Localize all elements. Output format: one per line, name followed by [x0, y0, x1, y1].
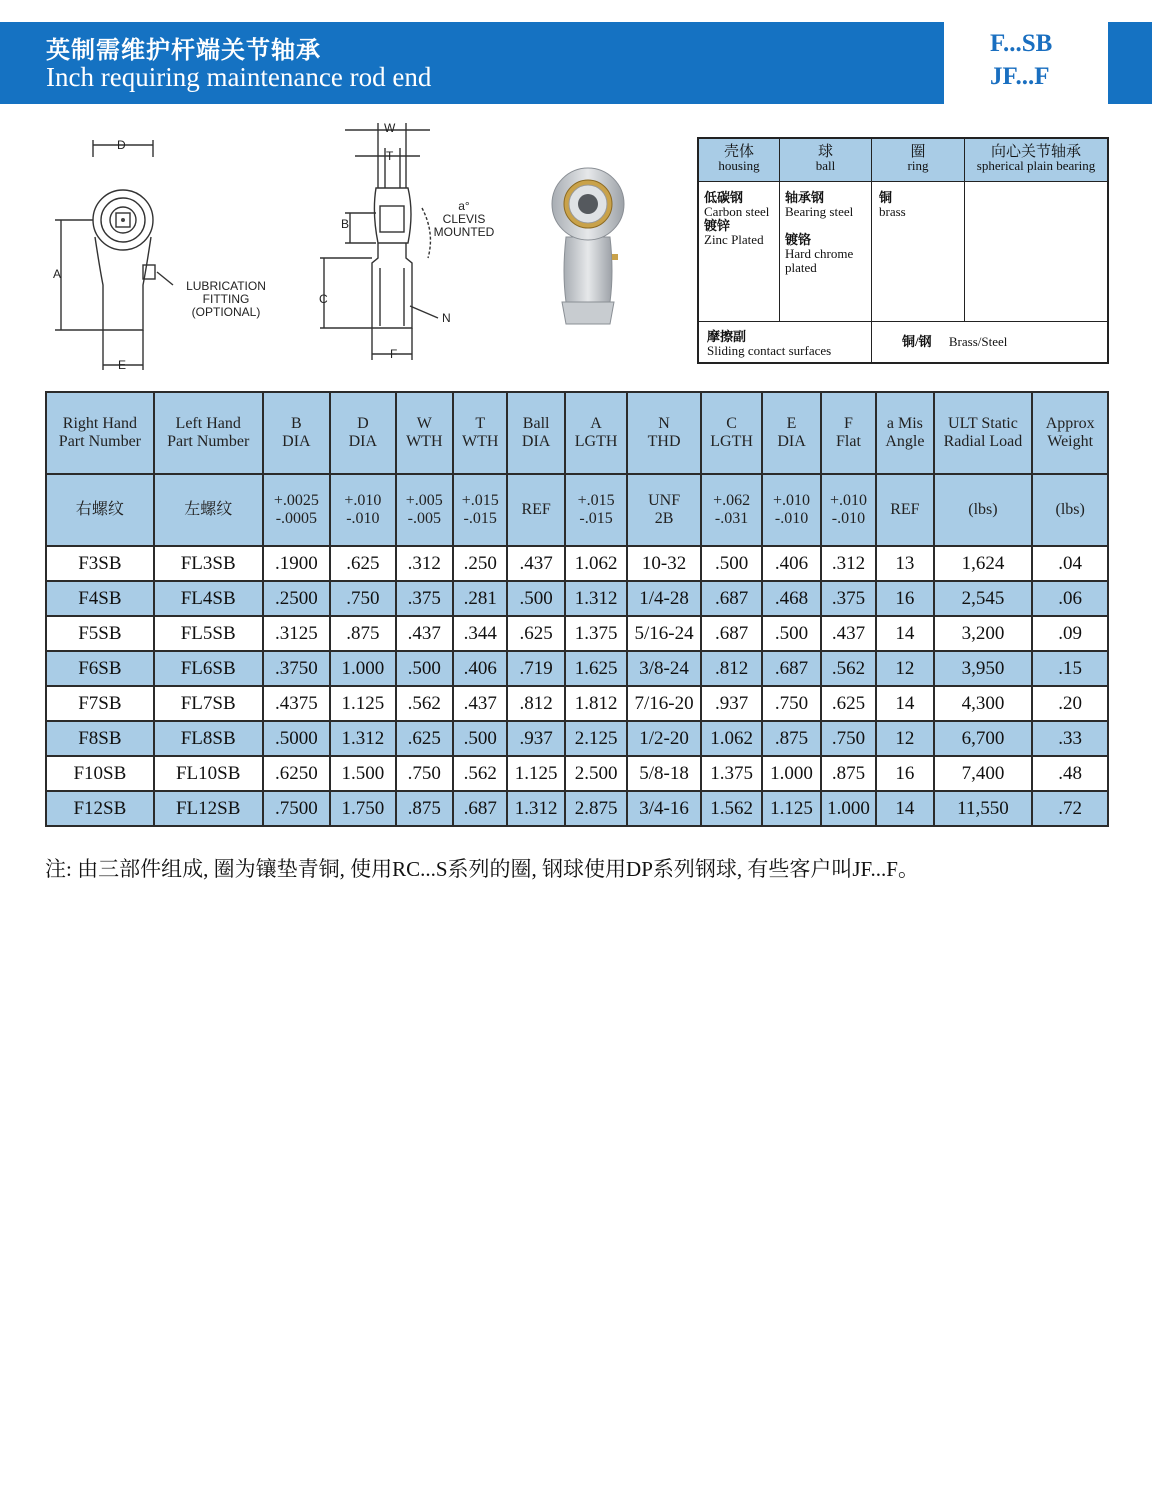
column-header-line: Radial Load — [943, 433, 1023, 450]
table-cell: FL4SB — [154, 581, 263, 616]
optional-text: (OPTIONAL) — [191, 305, 261, 319]
column-header — [46, 392, 154, 474]
mat-header-bearing-en: spherical plain bearing — [976, 158, 1096, 173]
table-row — [46, 546, 1108, 581]
table-cell: .562 — [821, 651, 876, 686]
table-cell: .72 — [1032, 791, 1108, 826]
column-header — [821, 392, 876, 474]
table-cell: .625 — [821, 686, 876, 721]
table-cell: 3/4-16 — [627, 791, 701, 826]
table-cell: .875 — [821, 756, 876, 791]
table-cell: 1,624 — [934, 546, 1033, 581]
footnote: 注: 由三部件组成, 圈为镶垫青铜, 使用RC...S系列的圈, 钢球使用DP系列钢球, 有些客户叫JF...F。 — [45, 857, 919, 881]
mat-header-ring — [872, 139, 965, 182]
table-cell: .500 — [396, 651, 453, 686]
table-cell: 1/4-28 — [627, 581, 701, 616]
series-code-1: F...SB — [990, 30, 1053, 57]
mat-bearing-cell — [965, 182, 1107, 322]
angle-text: a° — [458, 199, 470, 213]
label-a: A — [53, 267, 62, 281]
column-tolerance-line: +.015 — [577, 492, 615, 509]
table-cell: .7500 — [263, 791, 331, 826]
column-tolerance-line: -.010 — [774, 510, 809, 527]
column-header-line: Right Hand — [62, 415, 137, 432]
table-cell: 12 — [876, 651, 933, 686]
table-cell: .875 — [330, 616, 395, 651]
table-cell: .2500 — [263, 581, 331, 616]
table-cell: 1.500 — [330, 756, 395, 791]
table-cell: 1.312 — [330, 721, 395, 756]
column-header — [154, 392, 263, 474]
column-header — [396, 392, 453, 474]
table-cell: FL7SB — [154, 686, 263, 721]
table-cell: FL10SB — [154, 756, 263, 791]
table-row — [46, 791, 1108, 826]
mat-header-housing-en: housing — [718, 158, 760, 173]
table-cell: .437 — [507, 546, 564, 581]
column-header-line: Part Number — [167, 433, 250, 450]
ball-en: Bearing steel — [785, 204, 854, 219]
column-tolerance-line: +.015 — [461, 492, 499, 509]
column-tolerance-line: -.010 — [831, 510, 866, 527]
column-tolerance-line: +.010 — [344, 492, 382, 509]
table-cell: .937 — [701, 686, 762, 721]
lubrication-label — [180, 280, 272, 319]
mat-header-ball-en: ball — [815, 158, 836, 173]
ring-en: brass — [879, 204, 906, 219]
table-cell: 1.125 — [330, 686, 395, 721]
column-header-line: LGTH — [710, 433, 753, 450]
title-chinese: 英制需维护杆端关节轴承 — [46, 38, 321, 64]
column-tolerance — [701, 474, 762, 546]
table-cell: .344 — [453, 616, 507, 651]
table-row — [46, 721, 1108, 756]
table-cell: 2,545 — [934, 581, 1033, 616]
table-cell: 11,550 — [934, 791, 1033, 826]
table-cell: .500 — [453, 721, 507, 756]
column-header — [1032, 392, 1108, 474]
table-cell: .4375 — [263, 686, 331, 721]
housing-plating-en: Zinc Plated — [704, 232, 764, 247]
clevis-text: CLEVIS — [442, 212, 486, 226]
table-cell: .687 — [762, 651, 820, 686]
column-tolerance-line: 右螺纹 — [75, 501, 124, 518]
column-tolerance-line: -.015 — [463, 510, 497, 527]
table-cell: .406 — [453, 651, 507, 686]
column-header-line: LGTH — [574, 433, 618, 450]
table-cell: 1.000 — [330, 651, 395, 686]
housing-en: Carbon steel — [704, 204, 770, 219]
table-cell: FL3SB — [154, 546, 263, 581]
column-header-line: WTH — [462, 433, 499, 450]
ball-plating-cn: 镀铬 — [785, 232, 812, 247]
table-cell: FL8SB — [154, 721, 263, 756]
table-cell: 1.125 — [507, 756, 564, 791]
table-cell: F10SB — [46, 756, 154, 791]
label-d: D — [117, 138, 126, 152]
spec-table — [45, 391, 1109, 827]
table-cell: .437 — [396, 616, 453, 651]
table-cell: 1.750 — [330, 791, 395, 826]
column-tolerance — [1032, 474, 1108, 546]
column-tolerance — [330, 474, 395, 546]
column-header — [507, 392, 564, 474]
table-cell: 3,200 — [934, 616, 1033, 651]
table-cell: 1.062 — [565, 546, 627, 581]
table-cell: 4,300 — [934, 686, 1033, 721]
column-header-line: ULT Static — [948, 415, 1018, 432]
table-cell: FL5SB — [154, 616, 263, 651]
table-cell: .312 — [396, 546, 453, 581]
table-cell: 1.625 — [565, 651, 627, 686]
table-cell: F4SB — [46, 581, 154, 616]
table-cell: 1.000 — [762, 756, 820, 791]
table-cell: 3,950 — [934, 651, 1033, 686]
column-header-line: DIA — [282, 433, 311, 450]
sliding-surfaces-label — [699, 322, 872, 362]
table-cell: .625 — [396, 721, 453, 756]
lubrication-text: LUBRICATION — [186, 279, 266, 293]
column-header-line: C — [726, 415, 737, 432]
mat-header-housing — [699, 139, 780, 182]
column-tolerance-line: REF — [890, 501, 920, 518]
table-cell: 2.500 — [565, 756, 627, 791]
table-cell: 13 — [876, 546, 933, 581]
column-tolerance-line: (lbs) — [1055, 501, 1085, 518]
table-cell: .04 — [1032, 546, 1108, 581]
column-header-line: N — [658, 415, 670, 432]
column-tolerance — [396, 474, 453, 546]
column-tolerance — [263, 474, 331, 546]
table-cell: .812 — [701, 651, 762, 686]
mat-ring-cell — [872, 182, 965, 322]
table-cell: .15 — [1032, 651, 1108, 686]
mat-header-housing-cn: 壳体 — [723, 144, 754, 160]
column-header-line: a Mis — [886, 415, 923, 432]
column-header — [701, 392, 762, 474]
sliding-en: Sliding contact surfaces — [707, 343, 832, 358]
table-cell: 1.812 — [565, 686, 627, 721]
table-header-row — [46, 392, 1108, 474]
table-cell: .875 — [762, 721, 820, 756]
mat-housing-cell — [699, 182, 780, 322]
column-tolerance-line: -.010 — [346, 510, 380, 527]
mat-header-ball-cn: 球 — [817, 144, 833, 160]
column-tolerance — [627, 474, 701, 546]
fitting-text: FITTING — [202, 292, 250, 306]
sliding-value-cn: 铜/钢 — [902, 334, 932, 349]
column-header-line: Weight — [1047, 433, 1094, 450]
table-cell: 12 — [876, 721, 933, 756]
column-header-line: WTH — [406, 433, 443, 450]
table-cell: .687 — [453, 791, 507, 826]
label-w: W — [384, 121, 396, 135]
column-header-line: Part Number — [58, 433, 141, 450]
label-e: E — [118, 358, 127, 372]
table-cell: .750 — [762, 686, 820, 721]
table-cell: 1.312 — [507, 791, 564, 826]
table-row — [46, 756, 1108, 791]
column-header-line: DIA — [777, 433, 806, 450]
table-cell: .281 — [453, 581, 507, 616]
ring-cn: 铜 — [879, 190, 893, 205]
column-header-line: Ball — [522, 415, 550, 432]
mat-header-ball — [780, 139, 872, 182]
column-tolerance-line: +.005 — [405, 492, 443, 509]
title-english: Inch requiring maintenance rod end — [46, 62, 432, 92]
table-cell: .437 — [453, 686, 507, 721]
column-header-line: Angle — [885, 433, 925, 450]
table-cell: 7/16-20 — [627, 686, 701, 721]
column-tolerance-line: -.005 — [407, 510, 441, 527]
sliding-cn: 摩擦副 — [707, 329, 747, 344]
table-cell: 14 — [876, 686, 933, 721]
table-cell: FL6SB — [154, 651, 263, 686]
sliding-surfaces-value — [872, 322, 1107, 362]
column-header-line: DIA — [348, 433, 378, 450]
table-cell: .06 — [1032, 581, 1108, 616]
table-cell: .937 — [507, 721, 564, 756]
table-subheader-row — [46, 474, 1108, 546]
table-row — [46, 581, 1108, 616]
table-cell: 2.125 — [565, 721, 627, 756]
column-header-line: B — [291, 415, 302, 432]
column-header — [762, 392, 820, 474]
materials-table — [697, 137, 1109, 364]
table-cell: F8SB — [46, 721, 154, 756]
table-cell: 5/8-18 — [627, 756, 701, 791]
table-cell: F5SB — [46, 616, 154, 651]
column-tolerance-line: (lbs) — [968, 501, 998, 518]
column-header — [627, 392, 701, 474]
column-tolerance — [507, 474, 564, 546]
table-cell: .406 — [762, 546, 820, 581]
column-header-line: DIA — [521, 433, 551, 450]
mat-header-bearing — [965, 139, 1107, 182]
column-tolerance-line: 左螺纹 — [184, 501, 233, 518]
column-tolerance — [876, 474, 933, 546]
column-tolerance-line: +.062 — [713, 492, 751, 509]
table-cell: .750 — [330, 581, 395, 616]
label-n: N — [442, 311, 451, 325]
table-cell: .6250 — [263, 756, 331, 791]
table-body — [46, 546, 1108, 826]
table-cell: F6SB — [46, 651, 154, 686]
table-cell: 14 — [876, 616, 933, 651]
series-code-2: JF...F — [990, 63, 1050, 90]
table-cell: .687 — [701, 616, 762, 651]
table-cell: .375 — [396, 581, 453, 616]
table-cell: F12SB — [46, 791, 154, 826]
table-cell: .468 — [762, 581, 820, 616]
ball-plating-en: Hard chrome — [785, 246, 854, 261]
table-cell: .20 — [1032, 686, 1108, 721]
column-header-line: A — [590, 415, 602, 432]
column-header — [453, 392, 507, 474]
table-cell: .875 — [396, 791, 453, 826]
ball-cn: 轴承钢 — [785, 190, 825, 205]
table-cell: .437 — [821, 616, 876, 651]
table-cell: 14 — [876, 791, 933, 826]
housing-plating-cn: 镀锌 — [704, 218, 731, 233]
column-header — [330, 392, 395, 474]
front-view-drawing — [45, 125, 285, 375]
column-header — [934, 392, 1033, 474]
table-cell: .48 — [1032, 756, 1108, 791]
table-cell: FL12SB — [154, 791, 263, 826]
mat-header-ring-en: ring — [907, 158, 929, 173]
table-cell: .750 — [821, 721, 876, 756]
column-tolerance — [934, 474, 1033, 546]
table-cell: .812 — [507, 686, 564, 721]
column-tolerance-line: +.010 — [829, 492, 867, 509]
column-header — [263, 392, 331, 474]
column-tolerance-line: -.0005 — [275, 510, 318, 527]
table-cell: F7SB — [46, 686, 154, 721]
table-cell: 1.375 — [701, 756, 762, 791]
column-header — [565, 392, 627, 474]
column-header-line: W — [416, 415, 432, 432]
header-right-bar — [1108, 22, 1152, 104]
label-c: C — [319, 292, 328, 306]
column-tolerance-line: REF — [521, 501, 551, 518]
table-row — [46, 686, 1108, 721]
table-cell: .625 — [507, 616, 564, 651]
table-cell: .1900 — [263, 546, 331, 581]
table-cell: .562 — [453, 756, 507, 791]
ball-plating-en-2: plated — [785, 260, 817, 275]
table-cell: .375 — [821, 581, 876, 616]
mat-header-bearing-cn: 向心关节轴承 — [990, 144, 1081, 160]
clevis-label — [428, 200, 500, 239]
table-cell: 16 — [876, 581, 933, 616]
mat-header-ring-cn: 圈 — [910, 144, 926, 160]
table-cell: .3125 — [263, 616, 331, 651]
mat-ball-cell — [780, 182, 872, 322]
label-f: F — [390, 347, 398, 361]
column-header-line: E — [786, 415, 797, 432]
table-cell: 2.875 — [565, 791, 627, 826]
label-t: T — [386, 149, 394, 163]
table-cell: 1.000 — [821, 791, 876, 826]
table-cell: 1.312 — [565, 581, 627, 616]
table-cell: 16 — [876, 756, 933, 791]
column-tolerance-line: -.015 — [579, 510, 613, 527]
table-cell: 10-32 — [627, 546, 701, 581]
table-cell: 3/8-24 — [627, 651, 701, 686]
side-view-drawing — [310, 118, 490, 363]
table-row — [46, 616, 1108, 651]
column-tolerance — [565, 474, 627, 546]
table-cell: .500 — [701, 546, 762, 581]
column-header-line: Left Hand — [175, 415, 241, 432]
table-cell: .500 — [762, 616, 820, 651]
housing-cn: 低碳钢 — [704, 190, 744, 205]
table-cell: .3750 — [263, 651, 331, 686]
table-cell: 1.062 — [701, 721, 762, 756]
column-tolerance-line: -.031 — [714, 510, 749, 527]
label-b: B — [341, 217, 350, 231]
table-cell: 1.562 — [701, 791, 762, 826]
table-cell: .5000 — [263, 721, 331, 756]
table-cell: .719 — [507, 651, 564, 686]
column-tolerance — [154, 474, 263, 546]
table-cell: F3SB — [46, 546, 154, 581]
mounted-text: MOUNTED — [433, 225, 495, 239]
column-tolerance — [46, 474, 154, 546]
table-cell: .33 — [1032, 721, 1108, 756]
column-header-line: D — [357, 415, 369, 432]
rod-end-photo — [548, 162, 628, 327]
table-cell: .562 — [396, 686, 453, 721]
table-cell: 6,700 — [934, 721, 1033, 756]
table-cell: .500 — [507, 581, 564, 616]
column-tolerance-line: +.010 — [773, 492, 811, 509]
column-tolerance — [762, 474, 820, 546]
table-cell: 1.125 — [762, 791, 820, 826]
column-header-line: T — [475, 415, 486, 432]
column-tolerance — [821, 474, 876, 546]
table-cell: 7,400 — [934, 756, 1033, 791]
table-cell: .687 — [701, 581, 762, 616]
column-tolerance-line: +.0025 — [273, 492, 319, 509]
column-tolerance — [453, 474, 507, 546]
column-header — [876, 392, 933, 474]
column-tolerance-line: 2B — [654, 510, 674, 527]
table-cell: 1/2-20 — [627, 721, 701, 756]
table-cell: 5/16-24 — [627, 616, 701, 651]
column-header-line: Approx — [1045, 415, 1095, 432]
column-header-line: F — [844, 415, 853, 432]
table-row — [46, 651, 1108, 686]
table-cell: .09 — [1032, 616, 1108, 651]
table-cell: .250 — [453, 546, 507, 581]
column-tolerance-line: UNF — [648, 492, 681, 509]
table-cell: .312 — [821, 546, 876, 581]
column-header-line: Flat — [836, 433, 861, 450]
sliding-value-en: Brass/Steel — [948, 334, 1008, 349]
table-cell: .750 — [396, 756, 453, 791]
table-cell: 1.375 — [565, 616, 627, 651]
header-banner — [0, 22, 944, 104]
table-cell: .625 — [330, 546, 395, 581]
column-header-line: THD — [647, 433, 681, 450]
